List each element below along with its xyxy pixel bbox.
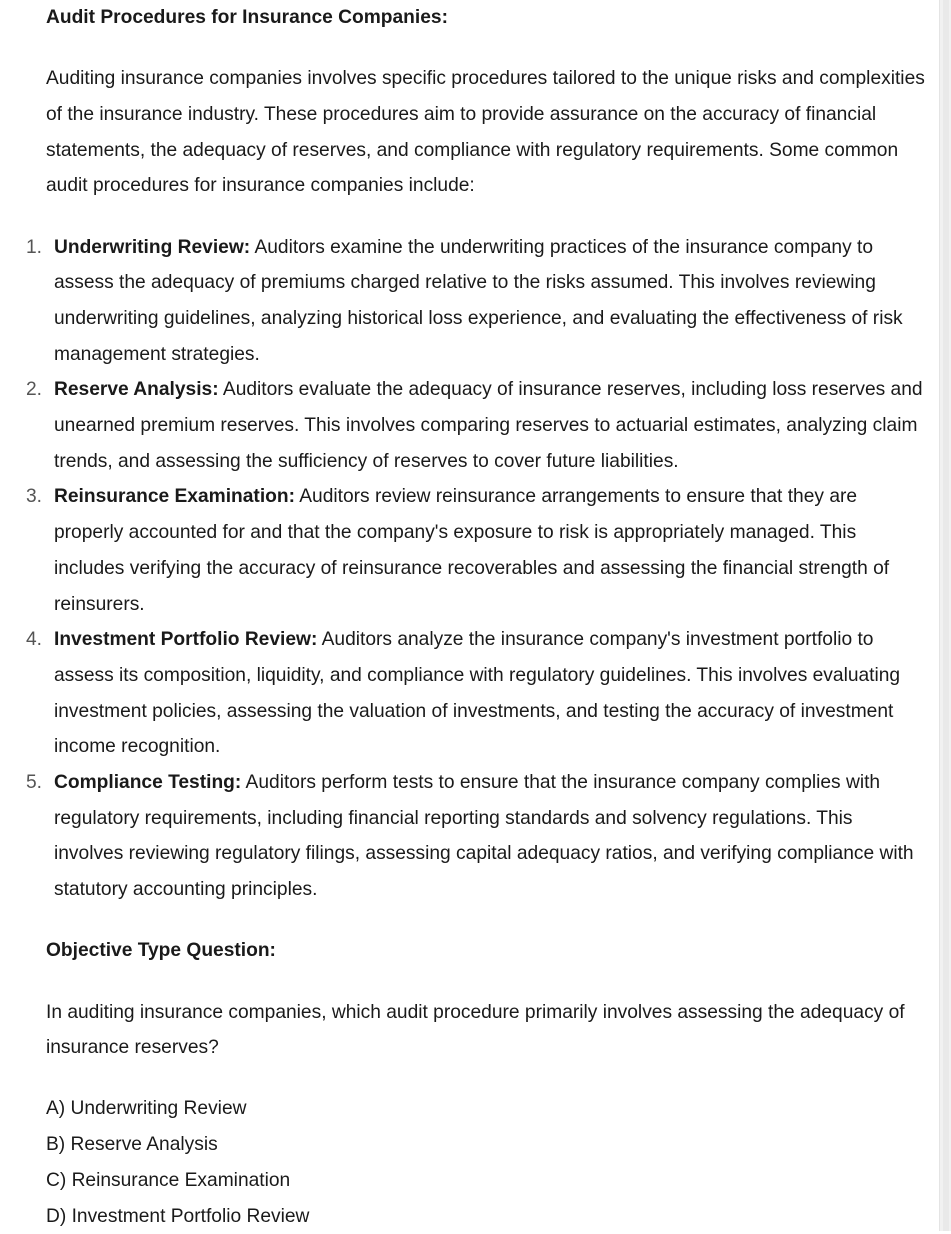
option-a: A) Underwriting Review (46, 1098, 247, 1120)
list-number: 4. (26, 629, 43, 651)
procedure-label: Reinsurance Examination: (54, 486, 295, 508)
procedure-text: Auditors evaluate the adequacy of insurance reserves, including loss reserves and unearned premium reserves. This involves comparing reserves to actuarial estimates, analyzing claim trends, and assessing the sufficiency of reserves to cover future liabilities. (54, 379, 923, 472)
procedure-text: Auditors examine the underwriting practices of the insurance company to assess the adequacy of premiums charged relative to the risks assumed. This involves reviewing underwriting guidelines, analyzing historical loss experience, and evaluating the effectiveness of risk management strategies. (54, 236, 903, 365)
procedure-text: Auditors perform tests to ensure that the insurance company complies with regulatory requirements, including financial reporting standards and solvency regulations. This involves reviewing regulatory filings, assessing capital adequacy ratios, and verifying compliance with statutory accounting principles. (54, 772, 914, 901)
question-prompt: In auditing insurance companies, which audit procedure primarily involves assessing the adequacy of insurance reserves? (46, 1001, 905, 1059)
list-number: 3. (26, 486, 43, 508)
procedure-label: Underwriting Review: (54, 236, 251, 258)
section-title: Audit Procedures for Insurance Companies: (46, 7, 448, 28)
scrollbar-thumb[interactable] (943, 0, 949, 1231)
list-number: 2. (26, 379, 43, 401)
procedure-label: Compliance Testing: (54, 772, 242, 794)
question-title: Objective Type Question: (46, 940, 276, 962)
list-item (26, 230, 926, 373)
list-number: 1. (26, 236, 43, 258)
procedures-list (26, 230, 926, 908)
vertical-scrollbar[interactable] (939, 0, 951, 1231)
option-c: C) Reinsurance Examination (46, 1169, 291, 1191)
list-item (26, 372, 926, 479)
document-body (26, 0, 926, 1234)
option-b: B) Reserve Analysis (46, 1134, 218, 1156)
list-item (26, 622, 926, 765)
list-item (26, 479, 926, 622)
option-d: D) Investment Portfolio Review (46, 1205, 310, 1227)
list-number: 5. (26, 772, 43, 794)
procedure-label: Reserve Analysis: (54, 379, 219, 401)
procedure-text: Auditors review reinsurance arrangements to ensure that they are properly accounted for and that the company's exposure to risk is appropriately managed. This includes verifying the accuracy of reinsurance recoverables and assessing the financial strength of reinsurers. (54, 486, 890, 615)
intro-paragraph: Auditing insurance companies involves specific procedures tailored to the unique risks and complexities of the insurance industry. These procedures aim to provide assurance on the accuracy of financial statements, the adequacy of reserves, and compliance with regulatory requirements. Some common audit procedures for insurance companies include: (46, 68, 925, 197)
procedure-text: Auditors analyze the insurance company's investment portfolio to assess its composition, liquidity, and compliance with regulatory guidelines. This involves evaluating investment policies, assessing the valuation of investments, and testing the accuracy of investment income recognition. (54, 629, 901, 758)
procedure-label: Investment Portfolio Review: (54, 629, 318, 651)
answer-options (46, 1091, 926, 1234)
list-item (26, 765, 926, 908)
